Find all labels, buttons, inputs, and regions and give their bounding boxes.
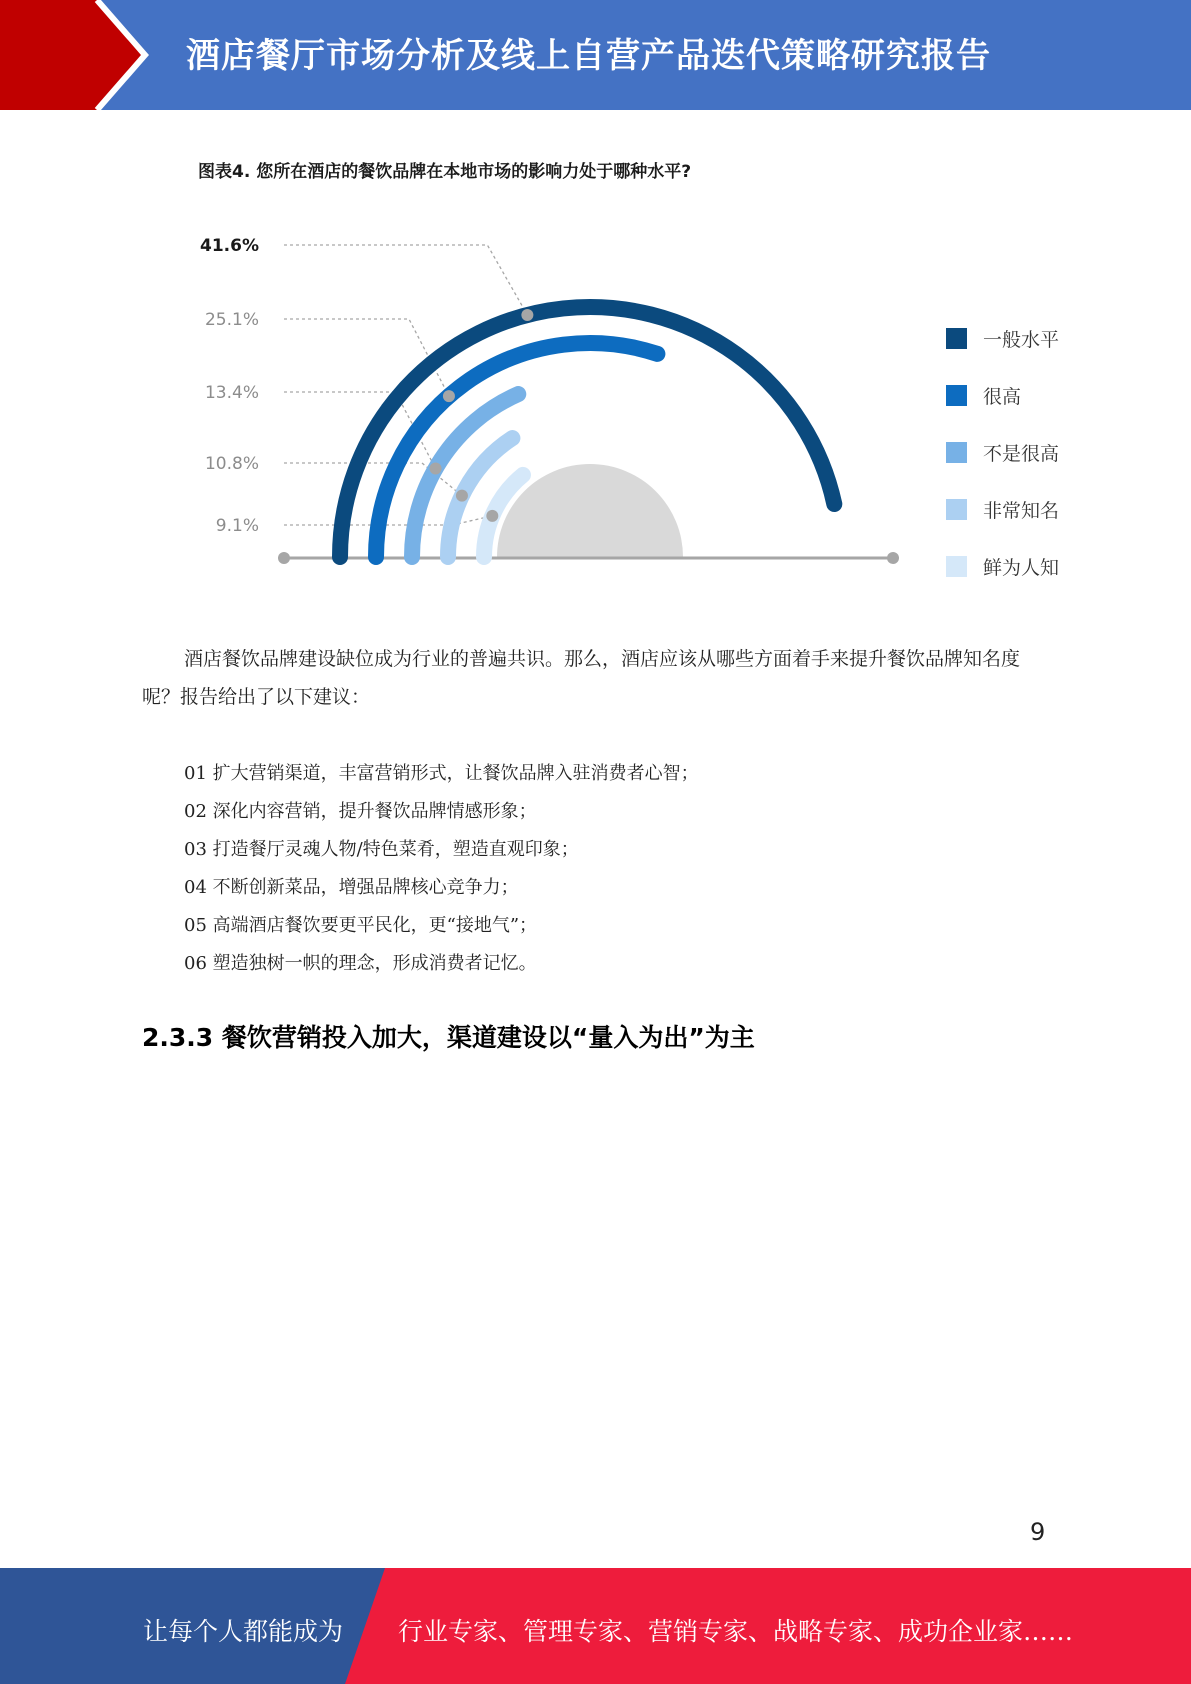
value-label: 13.4%	[204, 383, 259, 403]
value-label: 10.8%	[204, 454, 259, 474]
baseline-right-dot	[887, 552, 899, 564]
list-item: 05 高端酒店餐饮要更平民化，更“接地气”；	[184, 915, 538, 936]
leader-dot	[456, 490, 468, 502]
legend-label: 很高	[983, 386, 1022, 408]
legend-swatch	[946, 442, 967, 463]
leader-line	[284, 319, 449, 396]
section-heading: 2.3.3 餐饮营销投入加大，渠道建设以“量入为出”为主	[142, 1023, 755, 1052]
leader-dot	[443, 390, 455, 402]
legend-label: 非常知名	[983, 500, 1060, 522]
report-title: 酒店餐厅市场分析及线上自营产品迭代策略研究报告	[186, 36, 991, 76]
list-item: 01 扩大营销渠道，丰富营销形式，让餐饮品牌入驻消费者心智；	[184, 763, 699, 784]
value-label: 9.1%	[215, 516, 259, 536]
page-header	[0, 0, 1191, 110]
legend-item	[946, 367, 1059, 424]
leader-dot	[486, 510, 498, 522]
value-label: 25.1%	[204, 310, 259, 330]
legend-swatch	[946, 556, 967, 577]
list-item: 06 塑造独树一帜的理念，形成消费者记忆。	[184, 953, 537, 974]
legend-label: 一般水平	[983, 329, 1060, 351]
legend-label: 不是很高	[983, 443, 1060, 465]
value-label: 41.6%	[200, 236, 259, 256]
leader-dot	[430, 463, 442, 475]
list-item: 02 深化内容营销，提升餐饮品牌情感形象；	[184, 801, 537, 822]
legend-swatch	[946, 328, 967, 349]
legend-item	[946, 481, 1059, 538]
legend-item	[946, 538, 1059, 595]
legend-item	[946, 424, 1059, 481]
footer-slogan-left: 让每个人都能成为	[143, 1617, 344, 1646]
legend-swatch	[946, 385, 967, 406]
leader-dot	[521, 309, 533, 321]
list-item: 03 打造餐厅灵魂人物/特色菜肴，塑造直观印象；	[184, 839, 579, 860]
chart-legend	[946, 310, 1059, 595]
legend-item	[946, 310, 1059, 367]
legend-label: 鲜为人知	[983, 557, 1060, 579]
suggestion-list	[184, 755, 699, 983]
legend-swatch	[946, 499, 967, 520]
footer-slogan-right: 行业专家、管理专家、营销专家、战略专家、成功企业家……	[398, 1617, 1074, 1646]
page-number: 9	[1030, 1518, 1046, 1546]
baseline-left-dot	[278, 552, 290, 564]
leader-line	[284, 245, 527, 315]
chart-title: 图表4. 您所在酒店的餐饮品牌在本地市场的影响力处于哪种水平?	[198, 162, 692, 182]
body-paragraph: 酒店餐饮品牌建设缺位成为行业的普遍共识。那么，酒店应该从哪些方面着手来提升餐饮品牌知名度呢？报告给出了以下建议：	[142, 648, 1021, 708]
list-item: 04 不断创新菜品，增强品牌核心竞争力；	[184, 877, 519, 898]
